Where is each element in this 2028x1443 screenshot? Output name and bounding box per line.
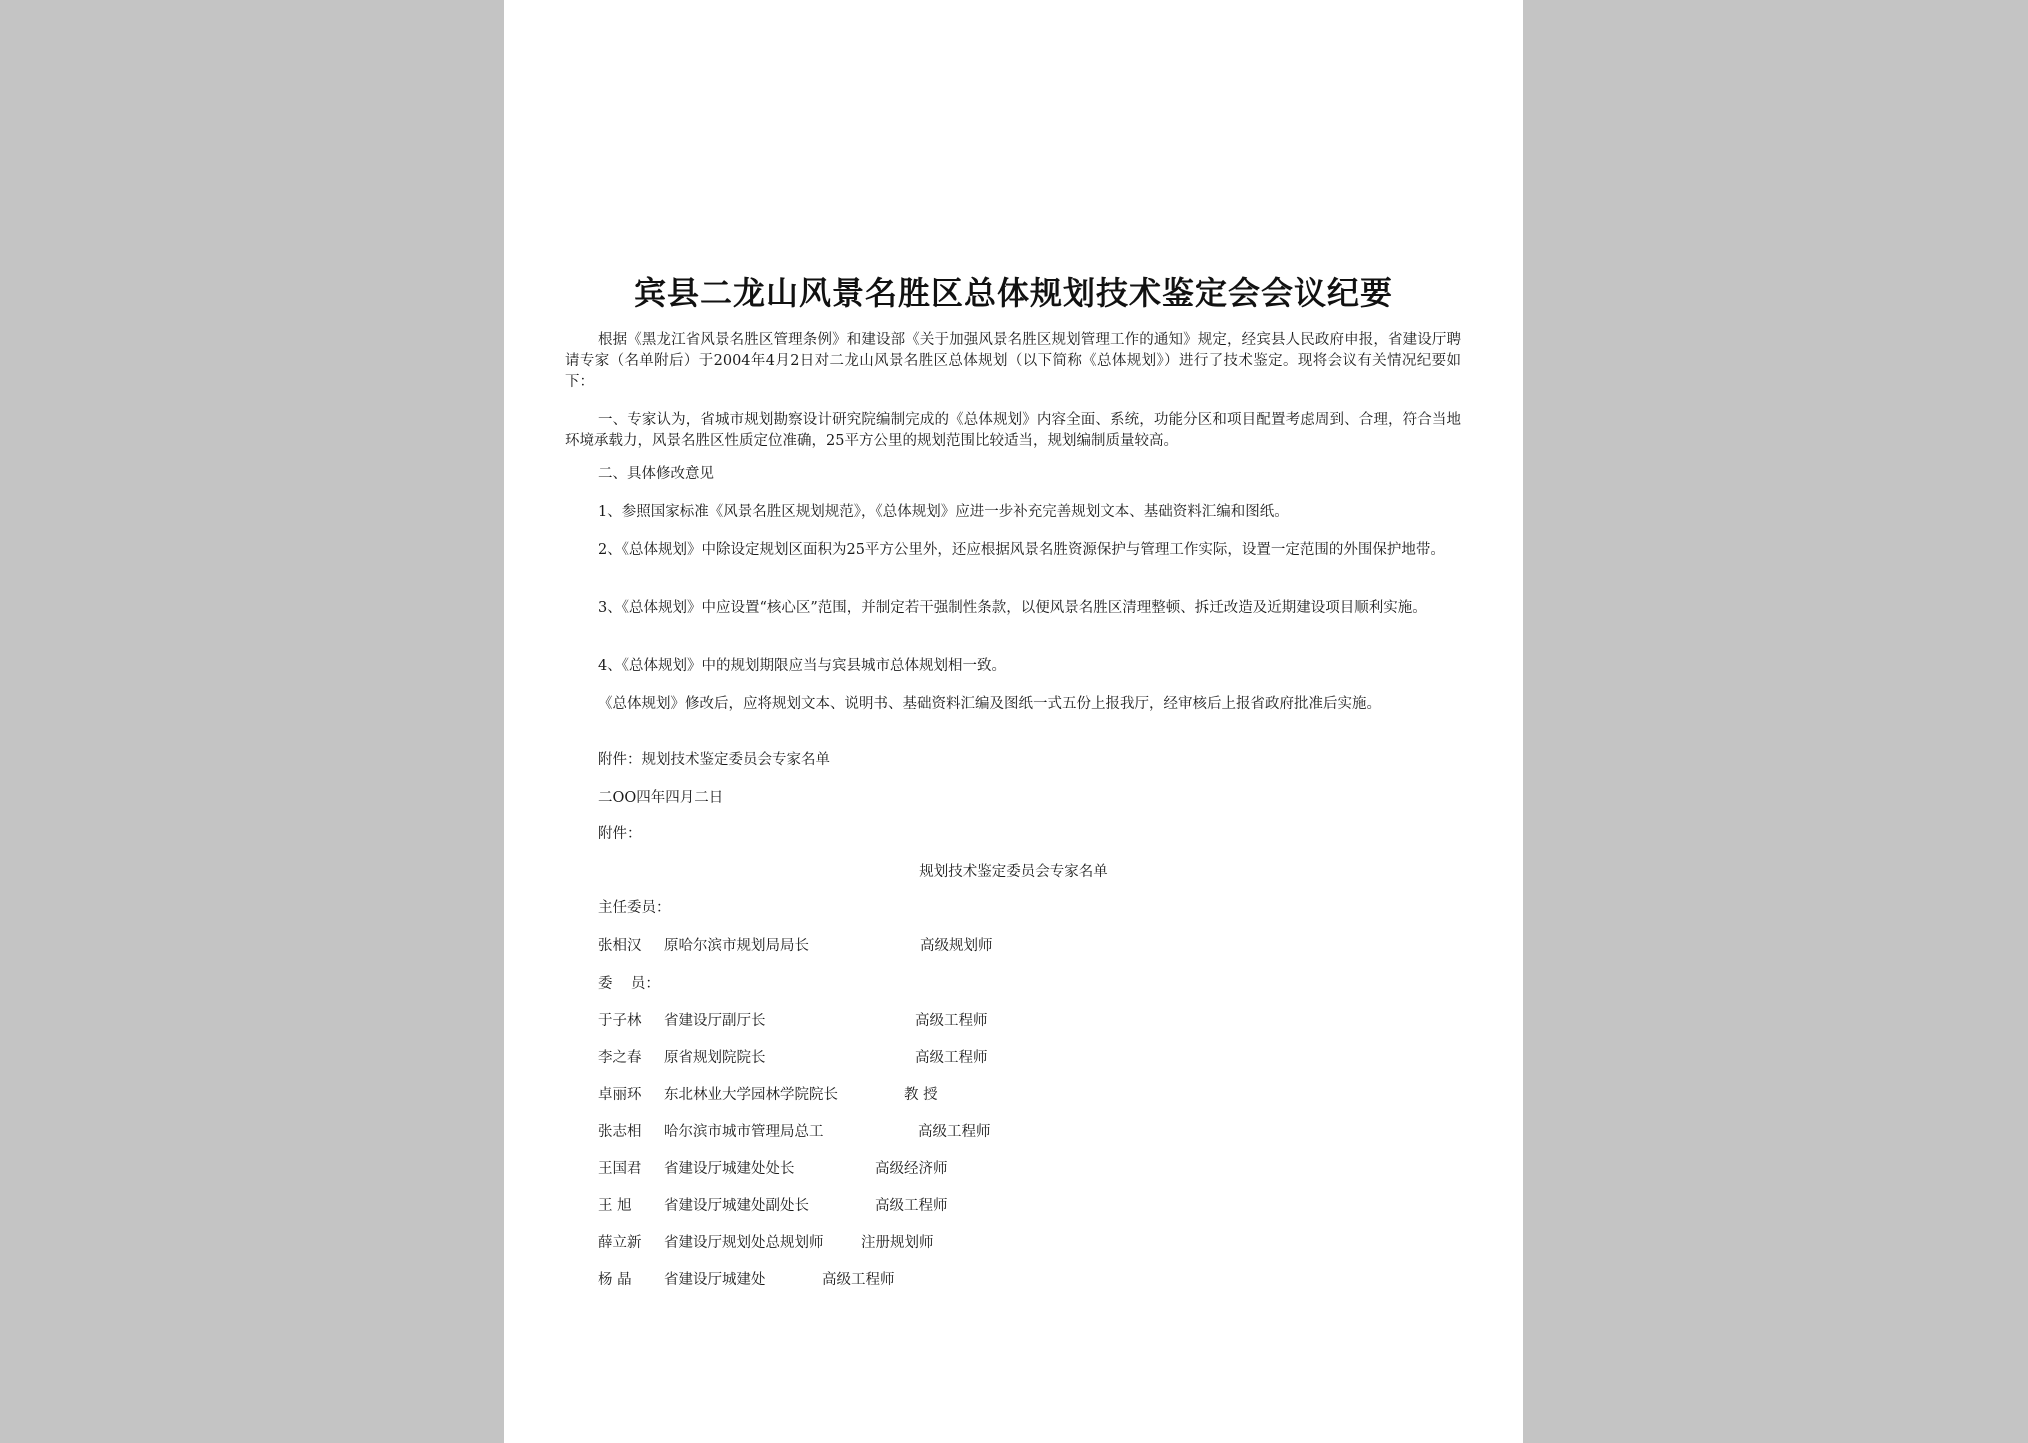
- member-name: 卓丽环: [598, 1087, 642, 1103]
- chair-entry: [598, 936, 993, 957]
- member-entry: [598, 1011, 988, 1032]
- item-4-paragraph: 4、《总体规划》中的规划期限应当与宾县城市总体规划相一致。: [598, 658, 1006, 674]
- member-position: 省建设厅城建处处长: [664, 1161, 795, 1177]
- member-name: 杨 晶: [598, 1272, 632, 1288]
- member-rank: 高级工程师: [875, 1198, 948, 1214]
- member-entry: [598, 1270, 895, 1291]
- member-entry: [598, 1122, 991, 1143]
- member-position: 原哈尔滨市规划局局长: [664, 938, 809, 954]
- member-rank: 高级工程师: [822, 1272, 895, 1288]
- document-page: [504, 0, 1523, 1443]
- member-name: 于子林: [598, 1013, 642, 1029]
- member-entry: [598, 1233, 934, 1254]
- members-label: 委 员：: [598, 976, 660, 992]
- member-name: 张志相: [598, 1124, 642, 1140]
- member-position: 省建设厅副厅长: [664, 1013, 766, 1029]
- section-1-paragraph: 一、专家认为，省城市规划勘察设计研究院编制完成的《总体规划》内容全面、系统，功能分区和项目配置考虑周到、合理，符合当地环境承载力，风景名胜区性质定位准确，25平方公里的规划范围比较适当，规划编制质量较高。: [565, 412, 1461, 449]
- member-position: 省建设厅城建处副处长: [664, 1198, 809, 1214]
- member-name: 薛立新: [598, 1235, 642, 1251]
- intro-paragraph: 根据《黑龙江省风景名胜区管理条例》和建设部《关于加强风景名胜区规划管理工作的通知》规定，经宾县人民政府申报，省建设厅聘请专家（名单附后）于2004年4月2日对二龙山风景名胜区总体规划（以下简称《总体规划》）进行了技术鉴定。现将会议有关情况纪要如下：: [565, 332, 1461, 390]
- member-rank: 高级经济师: [875, 1161, 948, 1177]
- member-rank: 教 授: [904, 1087, 938, 1103]
- attachment-note: 附件：规划技术鉴定委员会专家名单: [598, 752, 830, 768]
- chair-label: 主任委员：: [598, 900, 671, 916]
- document-date: 二OO四年四月二日: [598, 790, 724, 806]
- member-rank: 高级工程师: [915, 1013, 988, 1029]
- member-entry: [598, 1196, 948, 1217]
- member-name: 张相汉: [598, 938, 642, 954]
- member-position: 哈尔滨市城市管理局总工: [664, 1124, 824, 1140]
- expert-list-title: 规划技术鉴定委员会专家名单: [919, 864, 1108, 880]
- member-rank: 高级工程师: [918, 1124, 991, 1140]
- member-rank: 高级工程师: [915, 1050, 988, 1066]
- member-rank: 高级规划师: [920, 938, 993, 954]
- member-name: 李之春: [598, 1050, 642, 1066]
- section-2-heading: 二、具体修改意见: [598, 466, 714, 482]
- member-name: 王国君: [598, 1161, 642, 1177]
- member-name: 王 旭: [598, 1198, 632, 1214]
- document-title: 宾县二龙山风景名胜区总体规划技术鉴定会会议纪要: [633, 274, 1393, 312]
- member-rank: 注册规划师: [861, 1235, 934, 1251]
- item-2-paragraph: 2、《总体规划》中除设定规划区面积为25平方公里外，还应根据风景名胜资源保护与管理工作实际，设置一定范围的外围保护地带。: [598, 542, 1445, 558]
- closing-paragraph: 《总体规划》修改后，应将规划文本、说明书、基础资料汇编及图纸一式五份上报我厅，经审核后上报省政府批准后实施。: [598, 696, 1381, 712]
- member-position: 东北林业大学园林学院院长: [664, 1087, 838, 1103]
- item-3-paragraph: 3、《总体规划》中应设置“核心区”范围，并制定若干强制性条款，以便风景名胜区清理整顿、拆迁改造及近期建设项目顺利实施。: [598, 600, 1427, 616]
- attachment-label: 附件：: [598, 826, 642, 842]
- item-1-paragraph: 1、参照国家标准《风景名胜区规划规范》，《总体规划》应进一步补充完善规划文本、基础资料汇编和图纸。: [598, 504, 1289, 520]
- member-position: 省建设厅城建处: [664, 1272, 766, 1288]
- member-entry: [598, 1048, 988, 1069]
- member-entry: [598, 1159, 948, 1180]
- member-entry: [598, 1085, 938, 1106]
- member-position: 省建设厅规划处总规划师: [664, 1235, 824, 1251]
- member-position: 原省规划院院长: [664, 1050, 766, 1066]
